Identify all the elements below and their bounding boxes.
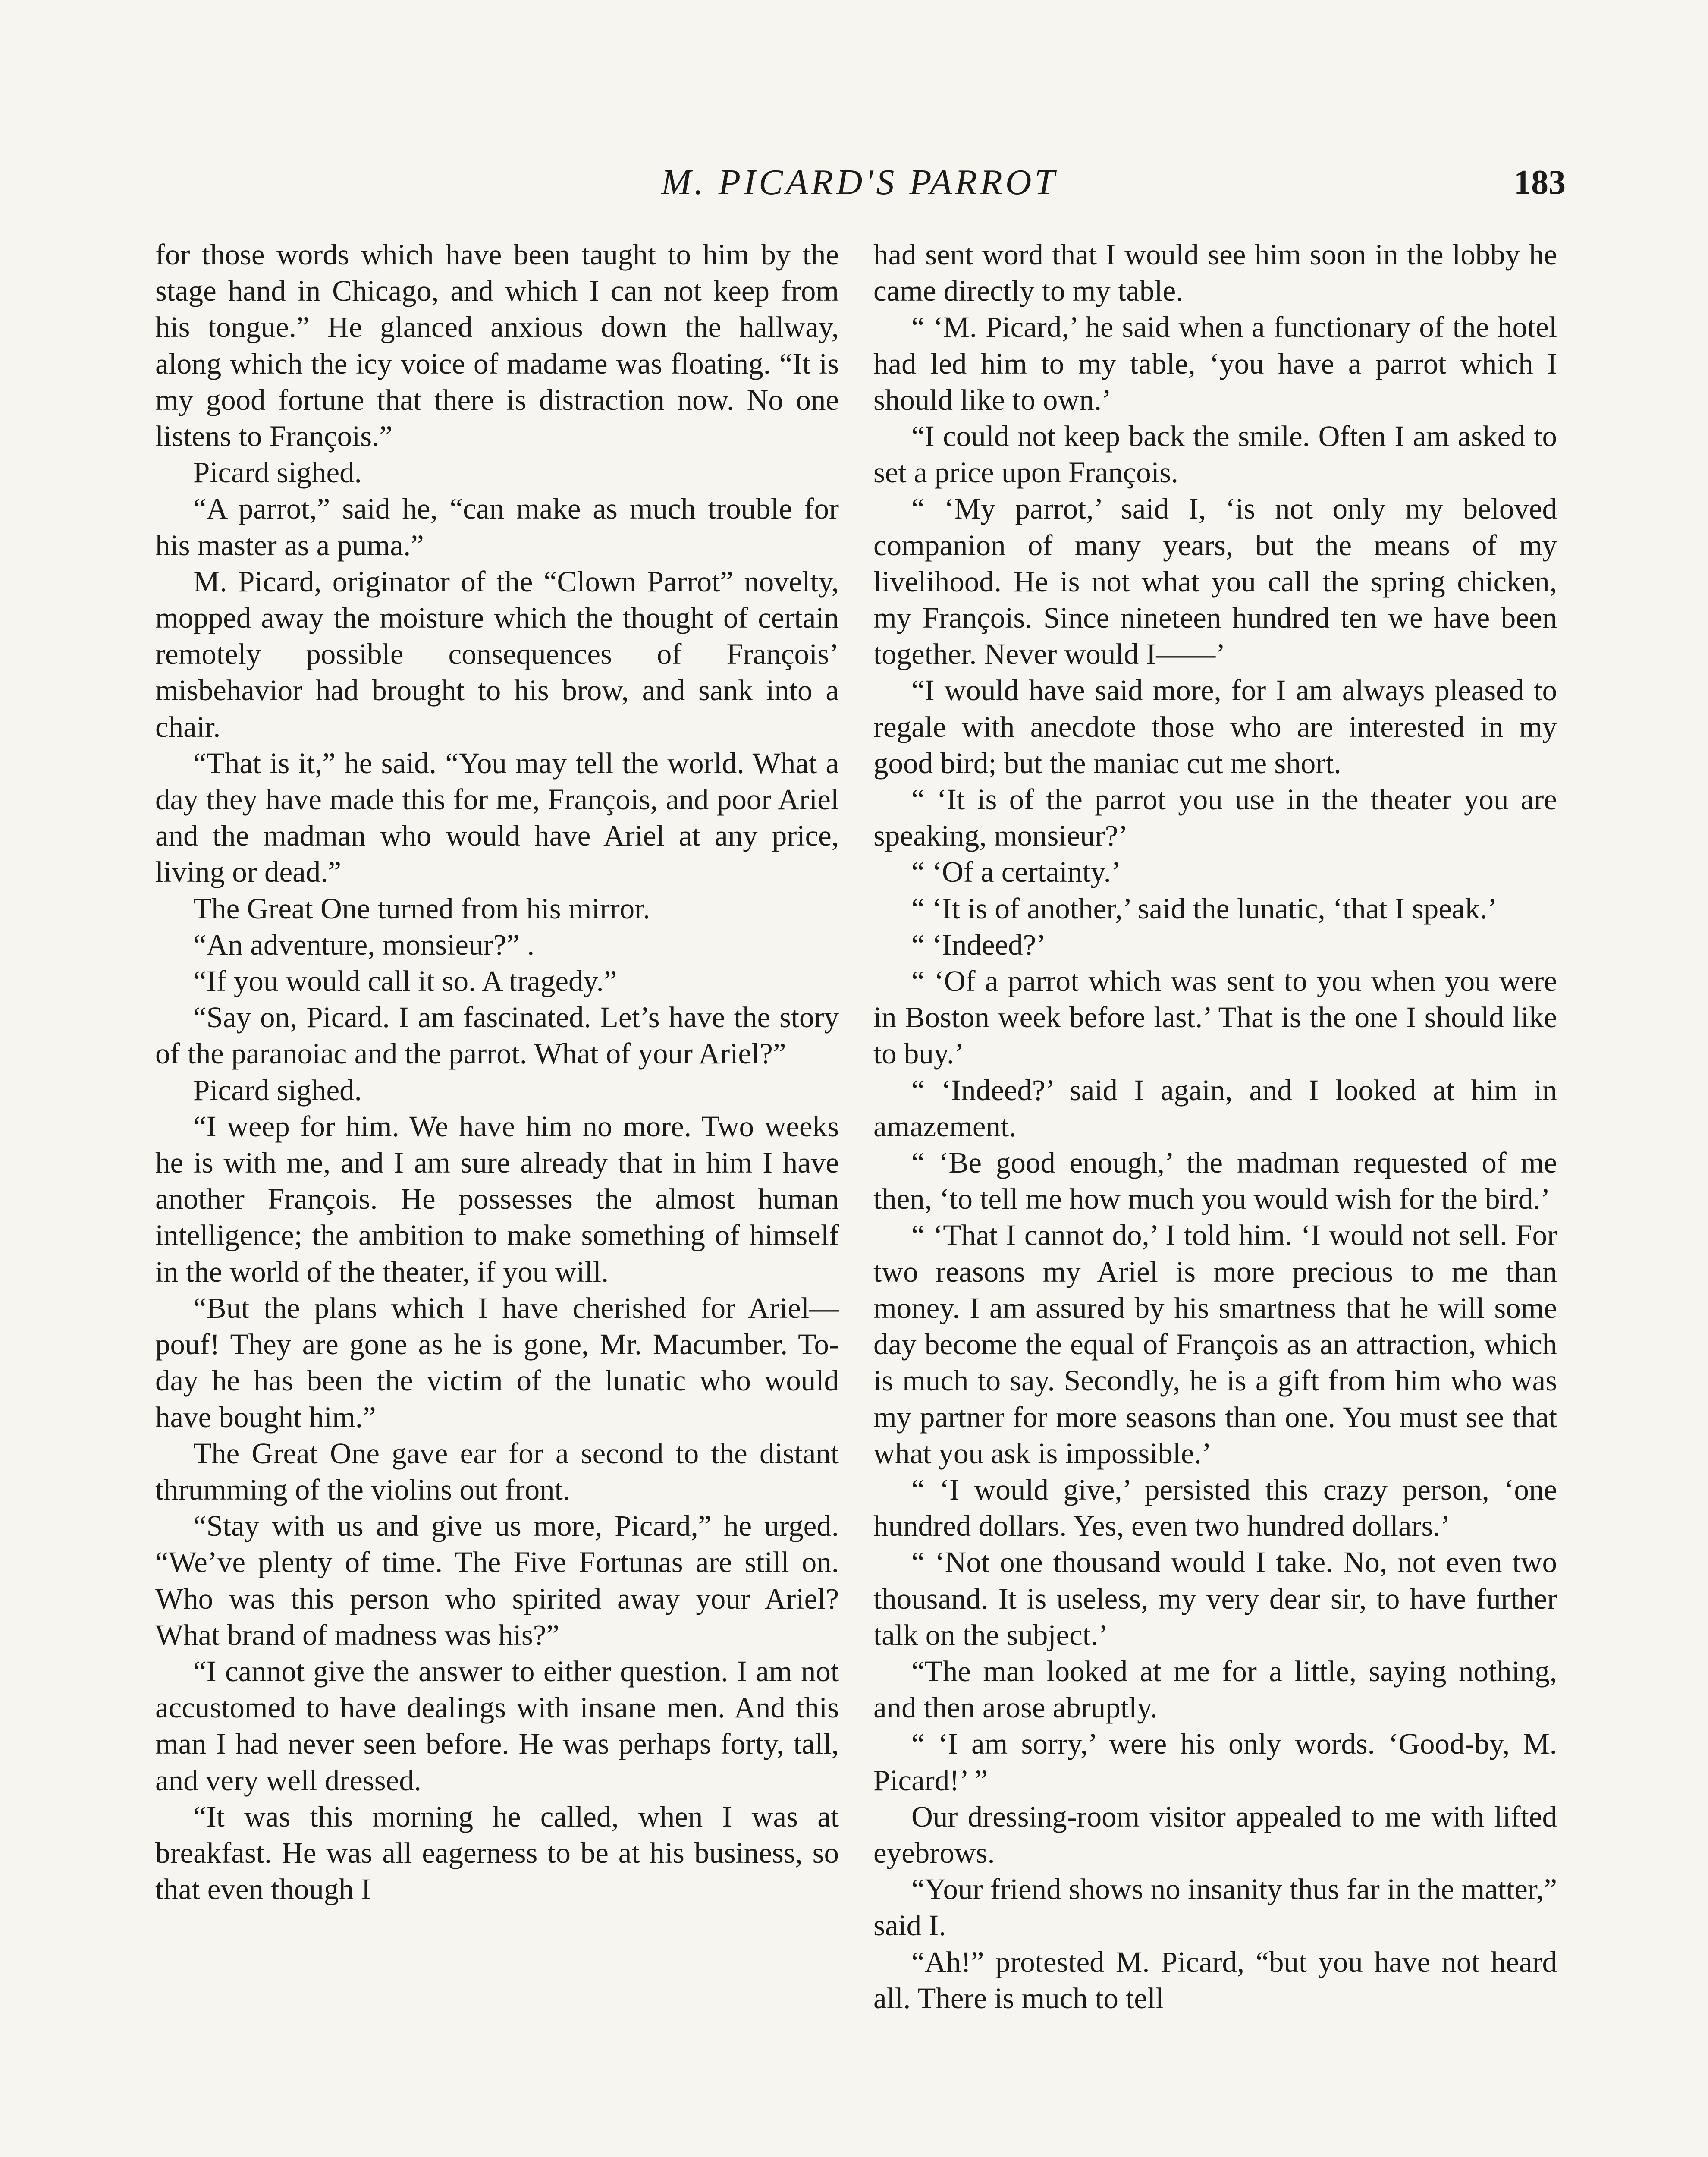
paragraph: “ ‘M. Picard,’ he said when a functionary of the hotel had led him to my table, ‘you have a parrot which I should like to own.’ [873, 311, 1557, 416]
paragraph: “The man looked at me for a little, saying nothing, and then arose abruptly. [873, 1654, 1557, 1724]
paragraph: “Stay with us and give us more, Picard,” he urged. “We’ve plenty of time. The Five Fortunas are still on. Who was this person who spirited away your Ariel? What brand of madness was his?” [155, 1509, 839, 1651]
paragraph: “If you would call it so. A tragedy.” [193, 965, 617, 998]
paragraph: “ ‘Of a parrot which was sent to you when you were in Boston week before last.’ That is the one I should like to buy.’ [873, 965, 1557, 1070]
text-column-left [155, 236, 839, 2157]
paragraph: The Great One turned from his mirror. [193, 892, 650, 925]
paragraph: “But the plans which I have cherished for Ariel—pouf! They are gone as he is gone, Mr. Macumber. To-day he has been the victim of the lunatic who would have bought him.” [155, 1291, 839, 1434]
paragraph: “I weep for him. We have him no more. Two weeks he is with me, and I am sure already that in him I have another François. He possesses the almost human intelligence; the ambition to make something of himself in the world of the theater, if you will. [155, 1110, 839, 1288]
paragraph: Picard sighed. [193, 1073, 362, 1107]
running-head [153, 159, 1566, 206]
paragraph: Our dressing-room visitor appealed to me with lifted eyebrows. [873, 1800, 1557, 1869]
paragraph: “ ‘I would give,’ persisted this crazy person, ‘one hundred dollars. Yes, even two hundred dollars.’ [873, 1473, 1557, 1543]
paragraph: The Great One gave ear for a second to the distant thrumming of the violins out front. [155, 1437, 839, 1506]
page-title: M. PICARD'S PARROT [661, 162, 1058, 202]
paragraph: “ ‘Not one thousand would I take. No, not even two thousand. It is useless, my very dear sir, to have further talk on the subject.’ [873, 1546, 1557, 1651]
paragraph: “I would have said more, for I am always pleased to regale with anecdote those who are interested in my good bird; but the maniac cut me short. [873, 674, 1557, 780]
paragraph: “It was this morning he called, when I was at breakfast. He was all eagerness to be at his business, so that even though I [155, 1800, 839, 1906]
paragraph: “ ‘My parrot,’ said I, ‘is not only my beloved companion of many years, but the means of my livelihood. He is not what you call the spring chicken, my François. Since nineteen hundred ten we have been together. Never would I——’ [873, 492, 1557, 671]
paragraph: “ ‘It is of another,’ said the lunatic, ‘that I speak.’ [911, 892, 1498, 925]
paragraph: “ ‘Indeed?’ said I again, and I looked at him in amazement. [873, 1073, 1557, 1143]
paragraph: “ ‘It is of the parrot you use in the theater you are speaking, monsieur?’ [873, 783, 1557, 852]
paragraph: “Say on, Picard. I am fascinated. Let’s have the story of the paranoiac and the parrot. What of your Ariel?” [155, 1001, 839, 1070]
paragraph: “ ‘That I cannot do,’ I told him. ‘I would not sell. For two reasons my Ariel is more precious to me than money. I am assured by his smartness that he will some day become the equal of François as an attraction, which is much to say. Secondly, he is a gift from him who was my partner for more seasons than one. You must see that what you ask is impossible.’ [873, 1219, 1557, 1470]
paragraph: “That is it,” he said. “You may tell the world. What a day they have made this for me, François, and poor Ariel and the madman who would have Ariel at any price, living or dead.” [155, 746, 839, 889]
paragraph: “ ‘Be good enough,’ the madman requested of me then, ‘to tell me how much you would wish for the bird.’ [873, 1146, 1557, 1216]
page-number: 183 [1514, 164, 1566, 201]
paragraph: “Ah!” protested M. Picard, “but you have not heard all. There is much to tell [873, 1945, 1557, 2015]
paragraph: “ ‘Of a certainty.’ [911, 855, 1121, 889]
paragraph: “ ‘I am sorry,’ were his only words. ‘Good-by, M. Picard!’ ” [873, 1727, 1557, 1797]
paragraph: “Your friend shows no insanity thus far in the matter,” said I. [873, 1873, 1557, 1942]
paragraph: M. Picard, originator of the “Clown Parrot” novelty, mopped away the moisture which the thought of certain remotely possible consequences of François’ misbehavior had brought to his brow, and sank into a chair. [155, 565, 839, 743]
paragraph: “I could not keep back the smile. Often I am asked to set a price upon François. [873, 420, 1557, 489]
paragraph: Picard sighed. [193, 456, 362, 489]
paragraph: for those words which have been taught to him by the stage hand in Chicago, and which I can not keep from his tongue.” He glanced anxious down the hallway, along which the icy voice of madame was floating. “It is my good fortune that there is distraction now. No one listens to François.” [155, 238, 839, 453]
paragraph: “An adventure, monsieur?” . [193, 928, 535, 961]
paragraph: “I cannot give the answer to either question. I am not accustomed to have dealings with insane men. And this man I had never seen before. He was perhaps forty, tall, and very well dressed. [155, 1654, 839, 1797]
text-column-right [873, 236, 1557, 2157]
paragraph: “ ‘Indeed?’ [911, 928, 1046, 961]
paragraph: “A parrot,” said he, “can make as much trouble for his master as a puma.” [155, 492, 839, 562]
paragraph: had sent word that I would see him soon in the lobby he came directly to my table. [873, 238, 1557, 308]
